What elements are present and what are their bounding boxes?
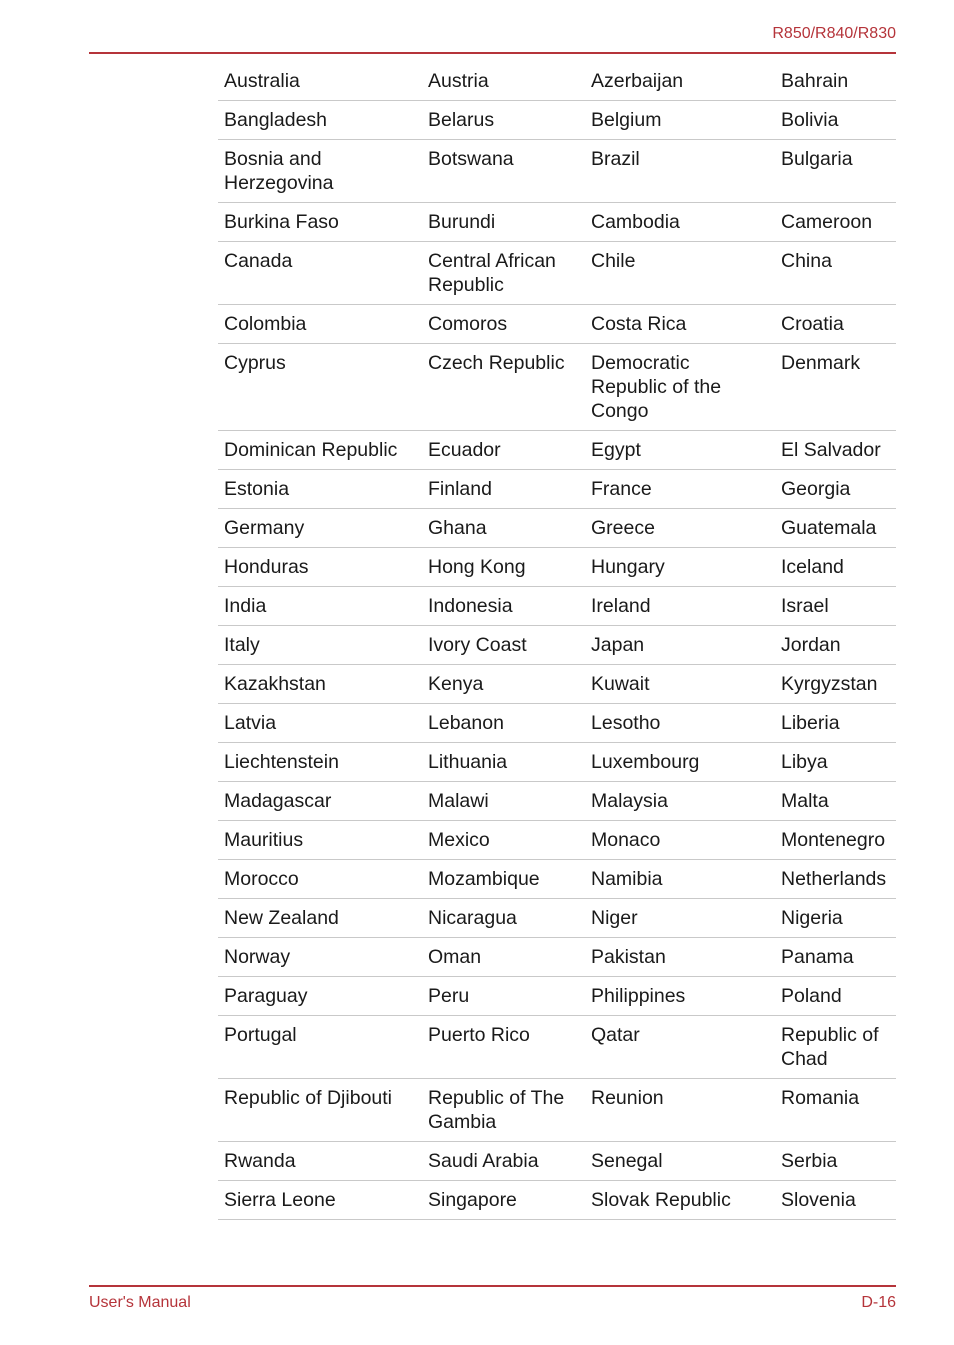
country-cell: Canada — [218, 242, 422, 305]
country-cell: Bangladesh — [218, 101, 422, 140]
country-cell: Germany — [218, 509, 422, 548]
country-cell: Hungary — [585, 548, 775, 587]
country-cell: Lesotho — [585, 704, 775, 743]
country-cell: Bolivia — [775, 101, 896, 140]
country-cell: Republic of The Gambia — [422, 1079, 585, 1142]
country-cell: Malaysia — [585, 782, 775, 821]
country-cell: Malta — [775, 782, 896, 821]
country-cell: Bosnia and Herzegovina — [218, 140, 422, 203]
country-cell: Ecuador — [422, 431, 585, 470]
country-cell: Saudi Arabia — [422, 1142, 585, 1181]
country-cell: Kenya — [422, 665, 585, 704]
country-cell: Madagascar — [218, 782, 422, 821]
country-cell: Australia — [218, 62, 422, 101]
country-cell: Nigeria — [775, 899, 896, 938]
country-cell: Mexico — [422, 821, 585, 860]
table-row — [218, 938, 896, 977]
table-row — [218, 101, 896, 140]
country-cell: Liberia — [775, 704, 896, 743]
table-row — [218, 509, 896, 548]
table-row — [218, 344, 896, 431]
country-cell: Serbia — [775, 1142, 896, 1181]
country-cell: Sierra Leone — [218, 1181, 422, 1220]
table-row — [218, 1079, 896, 1142]
country-cell: Costa Rica — [585, 305, 775, 344]
table-row — [218, 977, 896, 1016]
country-cell: Republic of Djibouti — [218, 1079, 422, 1142]
country-cell: Burkina Faso — [218, 203, 422, 242]
table-row — [218, 1181, 896, 1220]
table-row — [218, 587, 896, 626]
country-cell: Romania — [775, 1079, 896, 1142]
country-cell: Malawi — [422, 782, 585, 821]
country-cell: Honduras — [218, 548, 422, 587]
country-cell: Puerto Rico — [422, 1016, 585, 1079]
table-row — [218, 140, 896, 203]
table-row — [218, 782, 896, 821]
country-cell: Portugal — [218, 1016, 422, 1079]
country-cell: Colombia — [218, 305, 422, 344]
country-table-body — [218, 62, 896, 1220]
country-cell: Dominican Republic — [218, 431, 422, 470]
country-cell: Botswana — [422, 140, 585, 203]
table-row — [218, 1016, 896, 1079]
country-cell: Liechtenstein — [218, 743, 422, 782]
country-cell: China — [775, 242, 896, 305]
table-row — [218, 899, 896, 938]
country-cell: Greece — [585, 509, 775, 548]
country-cell: Burundi — [422, 203, 585, 242]
country-cell: Mozambique — [422, 860, 585, 899]
country-cell: Latvia — [218, 704, 422, 743]
country-cell: Norway — [218, 938, 422, 977]
footer-manual-label: User's Manual — [89, 1294, 191, 1311]
country-cell: Poland — [775, 977, 896, 1016]
country-cell: Estonia — [218, 470, 422, 509]
country-cell: Azerbaijan — [585, 62, 775, 101]
country-cell: Montenegro — [775, 821, 896, 860]
document-model-header: R850/R840/R830 — [772, 25, 896, 42]
table-row — [218, 704, 896, 743]
country-cell: Chile — [585, 242, 775, 305]
country-cell: Cyprus — [218, 344, 422, 431]
country-cell: Denmark — [775, 344, 896, 431]
country-cell: Indonesia — [422, 587, 585, 626]
country-cell: New Zealand — [218, 899, 422, 938]
country-cell: Singapore — [422, 1181, 585, 1220]
country-cell: Paraguay — [218, 977, 422, 1016]
table-row — [218, 548, 896, 587]
country-cell: Slovak Republic — [585, 1181, 775, 1220]
country-cell: Israel — [775, 587, 896, 626]
table-row — [218, 62, 896, 101]
country-cell: Croatia — [775, 305, 896, 344]
footer-divider — [89, 1285, 896, 1287]
country-cell: Panama — [775, 938, 896, 977]
country-cell: Morocco — [218, 860, 422, 899]
country-cell: Qatar — [585, 1016, 775, 1079]
country-cell: Kazakhstan — [218, 665, 422, 704]
country-table — [218, 62, 896, 1220]
footer-page-number: D-16 — [861, 1294, 896, 1311]
country-cell: Rwanda — [218, 1142, 422, 1181]
country-cell: Cameroon — [775, 203, 896, 242]
country-cell: Hong Kong — [422, 548, 585, 587]
country-cell: El Salvador — [775, 431, 896, 470]
table-row — [218, 470, 896, 509]
country-cell: Slovenia — [775, 1181, 896, 1220]
country-cell: Ivory Coast — [422, 626, 585, 665]
table-row — [218, 860, 896, 899]
country-cell: Georgia — [775, 470, 896, 509]
header-divider — [89, 52, 896, 54]
table-row — [218, 626, 896, 665]
country-cell: Kyrgyzstan — [775, 665, 896, 704]
country-cell: Bulgaria — [775, 140, 896, 203]
country-cell: Monaco — [585, 821, 775, 860]
country-cell: Ireland — [585, 587, 775, 626]
country-cell: Lithuania — [422, 743, 585, 782]
table-row — [218, 431, 896, 470]
country-cell: Comoros — [422, 305, 585, 344]
table-row — [218, 821, 896, 860]
country-cell: Jordan — [775, 626, 896, 665]
country-cell: Italy — [218, 626, 422, 665]
country-cell: Central African Republic — [422, 242, 585, 305]
country-cell: Czech Republic — [422, 344, 585, 431]
table-row — [218, 1142, 896, 1181]
table-row — [218, 305, 896, 344]
country-cell: Belarus — [422, 101, 585, 140]
country-cell: Nicaragua — [422, 899, 585, 938]
country-cell: Senegal — [585, 1142, 775, 1181]
country-cell: Brazil — [585, 140, 775, 203]
country-cell: Finland — [422, 470, 585, 509]
country-cell: Cambodia — [585, 203, 775, 242]
country-cell: Philippines — [585, 977, 775, 1016]
country-cell: Republic of Chad — [775, 1016, 896, 1079]
country-cell: Peru — [422, 977, 585, 1016]
country-cell: Mauritius — [218, 821, 422, 860]
country-cell: Japan — [585, 626, 775, 665]
country-cell: Oman — [422, 938, 585, 977]
country-cell: France — [585, 470, 775, 509]
country-cell: Egypt — [585, 431, 775, 470]
country-cell: Kuwait — [585, 665, 775, 704]
country-cell: Luxembourg — [585, 743, 775, 782]
country-cell: Netherlands — [775, 860, 896, 899]
country-cell: Iceland — [775, 548, 896, 587]
table-row — [218, 203, 896, 242]
country-cell: Austria — [422, 62, 585, 101]
country-cell: Lebanon — [422, 704, 585, 743]
country-cell: Ghana — [422, 509, 585, 548]
country-cell: Pakistan — [585, 938, 775, 977]
country-cell: Belgium — [585, 101, 775, 140]
country-cell: Namibia — [585, 860, 775, 899]
country-cell: India — [218, 587, 422, 626]
country-cell: Libya — [775, 743, 896, 782]
table-row — [218, 743, 896, 782]
table-row — [218, 242, 896, 305]
country-cell: Reunion — [585, 1079, 775, 1142]
country-cell: Niger — [585, 899, 775, 938]
country-cell: Democratic Republic of the Congo — [585, 344, 775, 431]
table-row — [218, 665, 896, 704]
country-cell: Bahrain — [775, 62, 896, 101]
country-cell: Guatemala — [775, 509, 896, 548]
